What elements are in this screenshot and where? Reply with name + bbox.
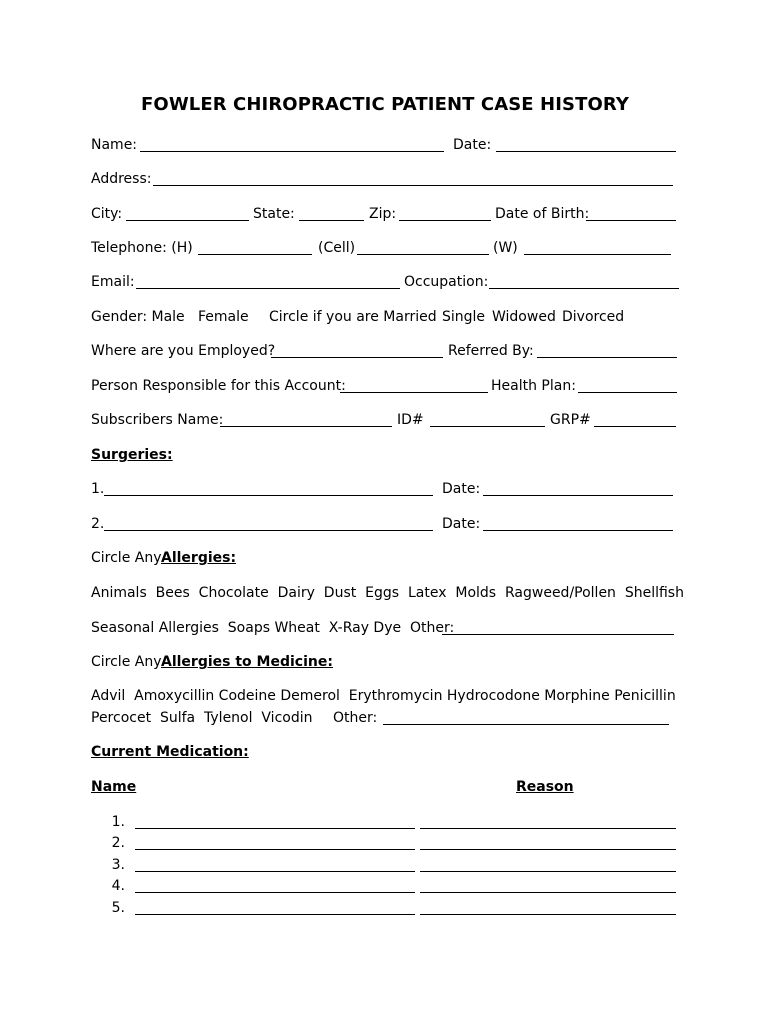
surgery-number: 2. — [91, 516, 105, 532]
medication-3-name-field[interactable] — [135, 871, 415, 872]
current-medication-heading: Current Medication: — [91, 744, 249, 760]
date-field[interactable] — [496, 151, 676, 152]
medicine-allergy-other-field[interactable] — [383, 724, 669, 725]
allergies-heading: Allergies: — [161, 550, 237, 566]
occupation-label: Occupation: — [404, 274, 489, 290]
cell-phone-label: (Cell) — [318, 240, 356, 256]
referred-by-label: Referred By: — [448, 343, 534, 359]
subscriber-name-label: Subscribers Name: — [91, 412, 224, 428]
name-label: Name: — [91, 137, 138, 153]
surgery-1-date-label: Date: — [442, 481, 481, 497]
dob-label: Date of Birth: — [495, 206, 590, 222]
medicine-allergy-options[interactable]: Advil Amoxycillin Codeine Demerol Erythromycin Hydrocodone Morphine Penicillin — [91, 688, 676, 704]
subscriber-name-field[interactable] — [220, 426, 392, 427]
marital-married-option[interactable]: Circle if you are Married — [269, 309, 437, 325]
medication-2-name-field[interactable] — [135, 849, 415, 850]
responsible-person-field[interactable] — [340, 392, 488, 393]
home-phone-field[interactable] — [198, 254, 312, 255]
grp-label: GRP# — [550, 412, 591, 428]
zip-label: Zip: — [369, 206, 397, 222]
city-field[interactable] — [126, 220, 249, 221]
home-phone-label: Telephone: (H) — [91, 240, 193, 256]
medication-number: 3. — [111, 857, 125, 873]
surgeries-heading: Surgeries: — [91, 447, 173, 463]
surgery-1-field[interactable] — [104, 495, 433, 496]
medication-4-reason-field[interactable] — [420, 892, 676, 893]
cell-phone-field[interactable] — [357, 254, 489, 255]
zip-field[interactable] — [399, 220, 491, 221]
id-label: ID# — [397, 412, 424, 428]
marital-single-option[interactable]: Single — [442, 309, 486, 325]
surgery-1-date-field[interactable] — [483, 495, 673, 496]
city-label: City: — [91, 206, 123, 222]
medication-4-name-field[interactable] — [135, 892, 415, 893]
dob-field[interactable] — [586, 220, 676, 221]
medication-number: 5. — [111, 900, 125, 916]
occupation-field[interactable] — [489, 288, 679, 289]
surgery-2-date-label: Date: — [442, 516, 481, 532]
medication-1-reason-field[interactable] — [420, 828, 676, 829]
name-field[interactable] — [140, 151, 444, 152]
gender-male-option[interactable]: Gender: Male — [91, 309, 185, 325]
form-title: FOWLER CHIROPRACTIC PATIENT CASE HISTORY — [141, 94, 629, 115]
medication-3-reason-field[interactable] — [420, 871, 676, 872]
medication-reason-column: Reason — [516, 779, 574, 795]
employer-field[interactable] — [271, 357, 443, 358]
marital-divorced-option[interactable]: Divorced — [562, 309, 625, 325]
medicine-allergies-prefix: Circle Any — [91, 654, 162, 670]
surgery-2-field[interactable] — [104, 530, 433, 531]
responsible-person-label: Person Responsible for this Account: — [91, 378, 346, 394]
address-label: Address: — [91, 171, 152, 187]
medication-number: 4. — [111, 878, 125, 894]
medication-2-reason-field[interactable] — [420, 849, 676, 850]
marital-widowed-option[interactable]: Widowed — [492, 309, 556, 325]
health-plan-label: Health Plan: — [491, 378, 576, 394]
referred-by-field[interactable] — [537, 357, 677, 358]
email-field[interactable] — [136, 288, 400, 289]
medication-number: 1. — [111, 814, 125, 830]
medication-number: 2. — [111, 835, 125, 851]
gender-female-option[interactable]: Female — [198, 309, 249, 325]
medicine-allergy-options-2[interactable]: Percocet Sulfa Tylenol Vicodin — [91, 710, 313, 726]
medication-1-name-field[interactable] — [135, 828, 415, 829]
surgery-2-date-field[interactable] — [483, 530, 673, 531]
email-label: Email: — [91, 274, 135, 290]
date-label: Date: — [453, 137, 492, 153]
grp-field[interactable] — [594, 426, 676, 427]
medicine-allergy-other-label: Other: — [333, 710, 378, 726]
allergies-prefix: Circle Any — [91, 550, 162, 566]
id-field[interactable] — [430, 426, 545, 427]
medication-5-reason-field[interactable] — [420, 914, 676, 915]
allergy-other-field[interactable] — [442, 634, 674, 635]
health-plan-field[interactable] — [578, 392, 677, 393]
employer-label: Where are you Employed? — [91, 343, 276, 359]
allergy-options-list[interactable]: Animals Bees Chocolate Dairy Dust Eggs Latex Molds Ragweed/Pollen Shellfish — [91, 585, 684, 601]
state-field[interactable] — [299, 220, 364, 221]
work-phone-field[interactable] — [524, 254, 671, 255]
medication-name-column: Name — [91, 779, 137, 795]
state-label: State: — [253, 206, 295, 222]
work-phone-label: (W) — [493, 240, 518, 256]
surgery-number: 1. — [91, 481, 105, 497]
address-field[interactable] — [153, 185, 673, 186]
allergy-options-list-2[interactable]: Seasonal Allergies Soaps Wheat X-Ray Dye Other: — [91, 620, 455, 636]
medication-5-name-field[interactable] — [135, 914, 415, 915]
medicine-allergies-heading: Allergies to Medicine: — [161, 654, 333, 670]
